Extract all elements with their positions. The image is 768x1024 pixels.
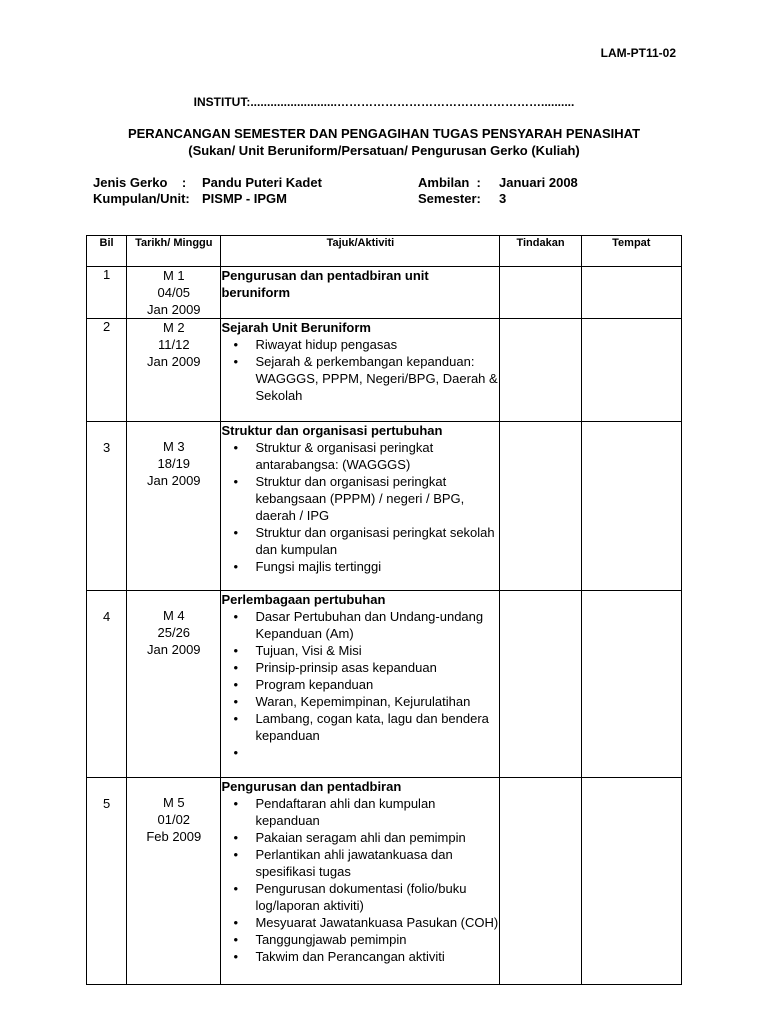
row-tindakan	[500, 422, 581, 591]
row-tarikh	[127, 591, 221, 778]
row-tindakan	[500, 267, 581, 319]
row-items	[221, 608, 499, 761]
kumpulan-label: Kumpulan/Unit:	[93, 191, 190, 206]
list-item: • Perlantikan ahli jawatankuasa dan spesifikasi tugas	[255, 846, 499, 880]
jenis-gerko-label: Jenis Gerko :	[93, 175, 187, 190]
row-minggu: M 4	[162, 608, 185, 623]
list-item: • Riwayat hidup pengasas	[255, 336, 499, 353]
semester-label: Semester:	[418, 191, 481, 206]
list-item: • Pengurusan dokumentasi (folio/buku log/laporan aktiviti)	[255, 880, 499, 914]
row-tajuk	[221, 319, 500, 422]
row-bil: 1	[87, 267, 127, 319]
row-tarikh-date: 04/05	[157, 285, 191, 300]
row-tarikh	[127, 422, 221, 591]
list-item: • Pakaian seragam ahli dan pemimpin	[255, 829, 499, 846]
list-item	[255, 744, 499, 761]
row-tempat	[581, 591, 681, 778]
row-tajuk	[221, 422, 500, 591]
table-row	[87, 591, 682, 778]
table-body	[87, 267, 682, 985]
header-tempat: Tempat	[581, 236, 681, 267]
list-item: • Pendaftaran ahli dan kumpulan kepanduan	[255, 795, 499, 829]
row-bil: 5	[87, 778, 127, 985]
row-tajuk	[221, 267, 500, 319]
row-minggu: M 2	[162, 320, 185, 335]
row-tarikh	[127, 778, 221, 985]
row-bil: 2	[87, 319, 127, 422]
kumpulan-value: PISMP - IPGM	[202, 191, 287, 206]
list-item: • Prinsip-prinsip asas kepanduan	[255, 659, 499, 676]
header-tajuk: Tajuk/Aktiviti	[221, 236, 500, 267]
row-tindakan	[500, 778, 581, 985]
list-item: • Tujuan, Visi & Misi	[255, 642, 499, 659]
list-item: • Fungsi majlis tertinggi	[255, 558, 499, 575]
row-bulan: Jan 2009	[147, 302, 201, 317]
table-row	[87, 319, 682, 422]
list-item: • Struktur dan organisasi peringkat kebangsaan (PPPM) / negeri / BPG, daerah / IPG	[255, 473, 499, 524]
row-topic: Sejarah Unit Beruniform	[221, 320, 371, 335]
row-tempat	[581, 422, 681, 591]
title-line-1: PERANCANGAN SEMESTER DAN PENGAGIHAN TUGAS PENSYARAH PENASIHAT	[127, 126, 641, 141]
row-topic: Perlembagaan pertubuhan	[221, 592, 386, 607]
list-item: • Waran, Kepemimpinan, Kejurulatihan	[255, 693, 499, 710]
list-item: • Sejarah & perkembangan kepanduan: WAGGGS, PPPM, Negeri/BPG, Daerah & Sekolah	[255, 353, 499, 404]
list-item: • Tanggungjawab pemimpin	[255, 931, 499, 948]
row-tajuk	[221, 591, 500, 778]
list-item: • Struktur & organisasi peringkat antarabangsa: (WAGGGS)	[255, 439, 499, 473]
row-items	[221, 439, 499, 575]
row-tarikh-date: 25/26	[157, 625, 191, 640]
row-bulan: Jan 2009	[147, 354, 201, 369]
row-topic: Pengurusan dan pentadbiran	[221, 779, 402, 794]
row-tindakan	[500, 319, 581, 422]
row-items	[221, 336, 499, 404]
row-tempat	[581, 319, 681, 422]
row-bulan: Jan 2009	[147, 642, 201, 657]
row-bil: 3	[87, 422, 127, 591]
row-tempat	[581, 267, 681, 319]
header-tindakan: Tindakan	[500, 236, 581, 267]
row-items	[221, 795, 499, 965]
title-line-2: (Sukan/ Unit Beruniform/Persatuan/ Pengurusan Gerko (Kuliah)	[188, 143, 580, 158]
row-tarikh-date: 18/19	[157, 456, 191, 471]
row-minggu: M 3	[162, 439, 185, 454]
ambilan-label: Ambilan :	[418, 175, 481, 190]
row-bil: 4	[87, 591, 127, 778]
row-bulan: Jan 2009	[147, 473, 201, 488]
row-tajuk	[221, 778, 500, 985]
document-code: LAM-PT11-02	[600, 46, 676, 60]
list-item: • Dasar Pertubuhan dan Undang-undang Kepanduan (Am)	[255, 608, 499, 642]
row-bulan: Feb 2009	[146, 829, 202, 844]
row-tarikh	[127, 267, 221, 319]
header-tarikh: Tarikh/ Minggu	[127, 236, 221, 267]
table-row	[87, 422, 682, 591]
header-bil: Bil	[87, 236, 127, 267]
row-minggu: M 5	[162, 795, 185, 810]
row-tindakan	[500, 591, 581, 778]
row-tarikh	[127, 319, 221, 422]
row-tarikh-date: 01/02	[157, 812, 191, 827]
row-tarikh-date: 11/12	[157, 337, 190, 352]
row-topic: Struktur dan organisasi pertubuhan	[221, 423, 443, 438]
list-item: • Takwim dan Perancangan aktiviti	[255, 948, 499, 965]
list-item: • Mesyuarat Jawatankuasa Pasukan (COH)	[255, 914, 499, 931]
table-row	[87, 778, 682, 985]
list-item: • Lambang, cogan kata, lagu dan bendera kepanduan	[255, 710, 499, 744]
row-minggu: M 1	[162, 268, 185, 283]
table-row	[87, 267, 682, 319]
ambilan-value: Januari 2008	[499, 175, 578, 190]
row-topic: Pengurusan dan pentadbiran unit beruniform	[221, 268, 429, 300]
table-header-row	[87, 236, 682, 267]
institut-line: INSTITUT:..........................……………………………………………..........	[193, 95, 575, 109]
jenis-gerko-value: Pandu Puteri Kadet	[202, 175, 322, 190]
plan-table	[86, 235, 682, 985]
list-item: • Program kepanduan	[255, 676, 499, 693]
row-tempat	[581, 778, 681, 985]
document-title	[0, 125, 768, 159]
semester-value: 3	[499, 191, 507, 206]
list-item: • Struktur dan organisasi peringkat sekolah dan kumpulan	[255, 524, 499, 558]
